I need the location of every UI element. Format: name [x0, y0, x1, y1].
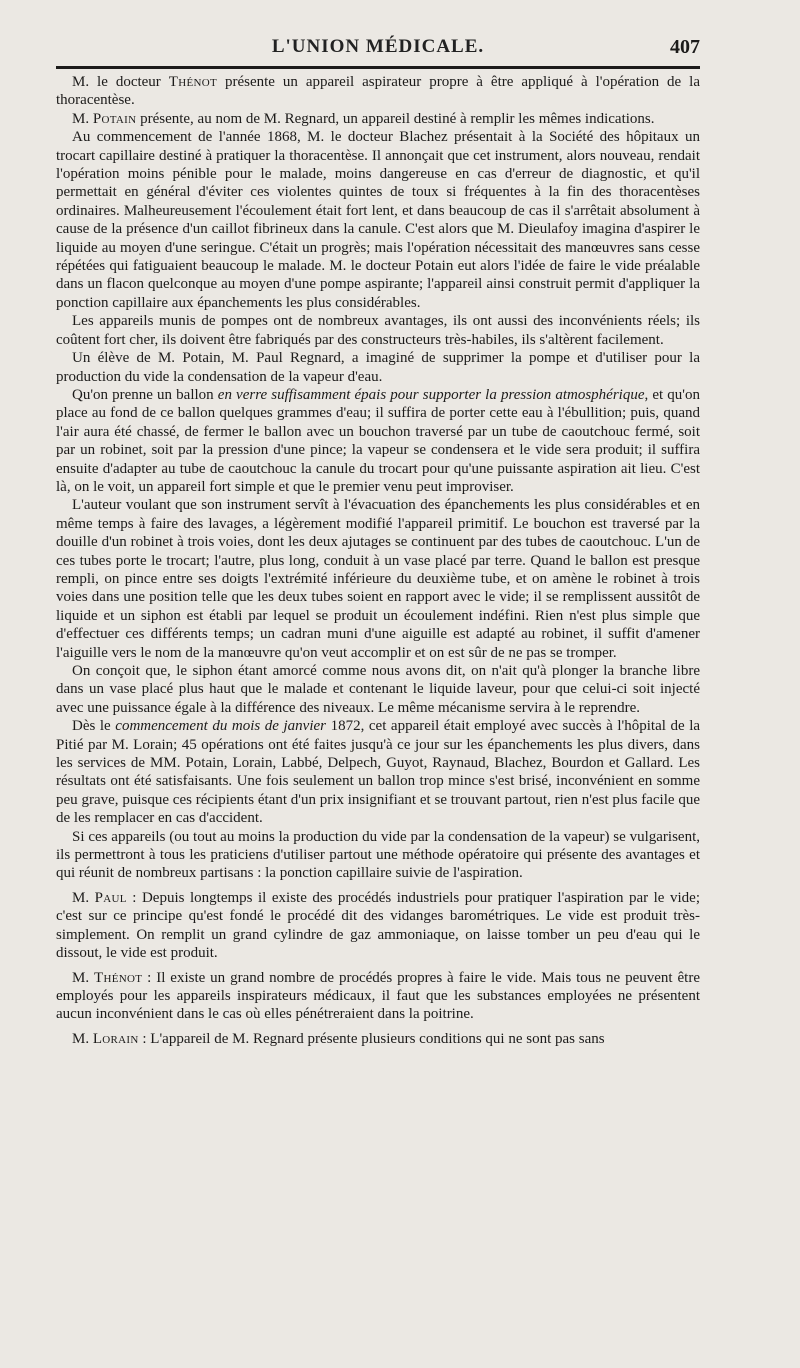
paragraph: [56, 969, 700, 1024]
speaker-name: Thénot: [168, 74, 217, 90]
paragraph-text: Au commencement de l'année 1868, M. le docteur Blachez présentait à la Société des hôpitaux un trocart capillaire destiné à pratiquer la thoracentèse. Il annonçait que cet instrument, alors nouveau, rendait l'opération moins pénible pour le malade, moins dangereuse en cas d'erreur de diagnostic, et qu'il permettait en général d'éviter ces violentes quintes de toux si fréquentes à la fin des thoracentèses ordinaires. Malheureusement l'écoulement était fort lent, et dans beaucoup de cas il s'arrêtait absolument à cause de la présence d'un caillot fibrineux dans la canule. C'est alors que M. Dieulafoy imagina d'aspirer le liquide au moyen d'une seringue. C'était un progrès; mais l'opération nécessitait des manœuvres sans cesse répétées qui fatiguaient beaucoup le malade. M. le docteur Potain eut alors l'idée de faire le vide préalable dans un flacon quelconque au moyen d'une pompe aspirante; l'appareil ainsi construit permit d'appliquer la ponction capillaire aux épanchements les plus considérables.: [56, 129, 700, 311]
paragraph-text: : Depuis longtemps il existe des procédés industriels pour pratiquer l'aspiration par le vide; c'est sur ce principe qu'est fondé le procédé dit des vidanges barométriques. Le vide est produit très-simplement. On remplit un grand cylindre de gaz ammoniaque, on laisse tomber un peu d'eau qui le dissout, le vide est produit.: [56, 889, 700, 962]
paragraph: [56, 386, 700, 496]
italic-text: commencement du mois de janvier: [115, 718, 326, 735]
paragraph-text: On conçoit que, le siphon étant amorcé comme nous avons dit, on n'ait qu'à plonger la branche libre dans un vase placé plus haut que le malade et contenant le liquide laveur, pour que celui-ci soit injecté avec une puissance égale à la différence des niveaux. Le même mécanisme servira à le reprendre.: [56, 663, 700, 716]
paragraph-text: présente un appareil aspirateur propre à être appliqué à l'opération de la thoracentèse.: [56, 74, 700, 109]
paragraph: [56, 828, 700, 883]
paragraph-text: présente, au nom de M. Regnard, un appareil destiné à remplir les mêmes indications.: [136, 110, 655, 127]
article-body: [56, 73, 700, 1048]
paragraph: [56, 662, 700, 717]
paragraph-text: , et qu'on place au fond de ce ballon quelques grammes d'eau; il suffira de porter cette eau à l'ébullition; puis, quand l'air aura été chassé, de fermer le ballon avec un bouchon traversé par un tube de caoutchouc fermé, soit par un robinet, soit par la pression d'une pince; la vapeur se condensera et le vide sera produit; il suffira ensuite d'adapter au tube de caoutchouc la canule du trocart pour qu'une puissante aspiration ait lieu. C'est là, on le voit, un appareil fort simple et que le premier venu peut improviser.: [56, 386, 700, 495]
paragraph-text: : Il existe un grand nombre de procédés propres à faire le vide. Mais tous ne peuvent être employés pour les appareils inspirateurs médicaux, il faut que les substances employées ne présentent aucun inconvénient dans le cas où elles pénétreraient dans la poitrine.: [56, 969, 700, 1023]
paragraph-text: Si ces appareils (ou tout au moins la production du vide par la condensation de la vapeur) se vulgarisent, ils permettront à tous les praticiens d'utiliser partout une méthode opératoire qui présente des avantages et qui réunit de nombreux partisans : la ponction capillaire suivie de l'aspiration.: [56, 828, 700, 882]
speaker-name: Potain: [92, 110, 137, 127]
paragraph: [56, 717, 700, 827]
paragraph-text: M.: [72, 110, 93, 127]
paragraph: [56, 889, 700, 963]
paragraph-text: : L'appareil de M. Regnard présente plusieurs conditions qui ne sont pas sans: [138, 1030, 605, 1047]
speaker-name: Paul: [94, 889, 127, 906]
speaker-name: Lorain: [92, 1030, 139, 1047]
page-header: [56, 30, 700, 64]
paragraph-text: L'auteur voulant que son instrument servît à l'évacuation des épanchements les plus considérables et en même temps à faire des lavages, a légèrement modifié l'appareil primitif. Le bouchon est traversé par la douille d'un robinet à trois voies, dont les deux ajutages se continuent par des tubes de caoutchouc. L'un de ces tubes porte le trocart; l'autre, plus long, conduit à un vase placé par terre. Quand le ballon est presque rempli, on pince entre ses doigts l'extrémité inférieure du deuxième tube, et on amène le robinet à trois voies dans une position telle que les deux tubes soient en rapport avec le vide; il se remplissent aussitôt de liquide et un siphon est établi par lequel se produit un écoulement indéfini. Rien n'est plus simple que d'effectuer ces différents temps; un cadran muni d'une aiguille est adapté au robinet, il suffit d'amener l'aiguille vers le nom de la manœuvre qu'on veut accomplir et on est sûr de ne pas se tromper.: [56, 497, 700, 661]
header-rule: [56, 66, 700, 69]
paragraph-text: M. le docteur: [72, 74, 169, 90]
paragraph: [56, 128, 700, 312]
paragraph: [56, 1030, 700, 1048]
paragraph-text: M.: [72, 889, 95, 906]
paragraph-text: Un élève de M. Potain, M. Paul Regnard, a imaginé de supprimer la pompe et d'utiliser pour la production du vide la condensation de la vapeur d'eau.: [56, 350, 700, 385]
running-title: L'UNION MÉDICALE.: [271, 36, 485, 57]
page-number: 407: [670, 36, 700, 58]
paragraph-text: 1872, cet appareil était employé avec succès à l'hôpital de la Pitié par M. Lorain; 45 opérations ont été faites jusqu'à ce jour sur les épanchements les plus divers, dans les services de MM. Potain, Lorain, Labbé, Delpech, Guyot, Raynaud, Blachez, Bourdon et Gallard. Les résultats ont été satisfaisants. Une fois seulement un ballon trop mince s'est brisé, inconvénient en somme peu grave, puisque ces récipients étant d'un prix insignifiant et se trouvant partout, rien n'est plus facile que de les remplacer en cas d'accident.: [56, 718, 701, 827]
paragraph: [56, 349, 700, 386]
speaker-name: Thénot: [94, 969, 143, 986]
paragraph: [56, 312, 700, 349]
italic-text: en verre suffisamment épais pour supporter la pression atmosphérique: [217, 386, 645, 403]
paragraph-text: M.: [72, 969, 94, 986]
paragraph: [56, 73, 700, 110]
paragraph-text: M.: [72, 1030, 93, 1047]
paragraph-text: Les appareils munis de pompes ont de nombreux avantages, ils ont aussi des inconvénients réels; ils coûtent fort cher, ils doivent être fabriqués par des constructeurs très-habiles, ils s'altèrent facilement.: [56, 313, 700, 348]
paragraph: [56, 110, 700, 128]
paragraph-text: Dès le: [72, 718, 116, 735]
paragraph-text: Qu'on prenne un ballon: [72, 386, 218, 403]
paragraph: [56, 496, 700, 662]
